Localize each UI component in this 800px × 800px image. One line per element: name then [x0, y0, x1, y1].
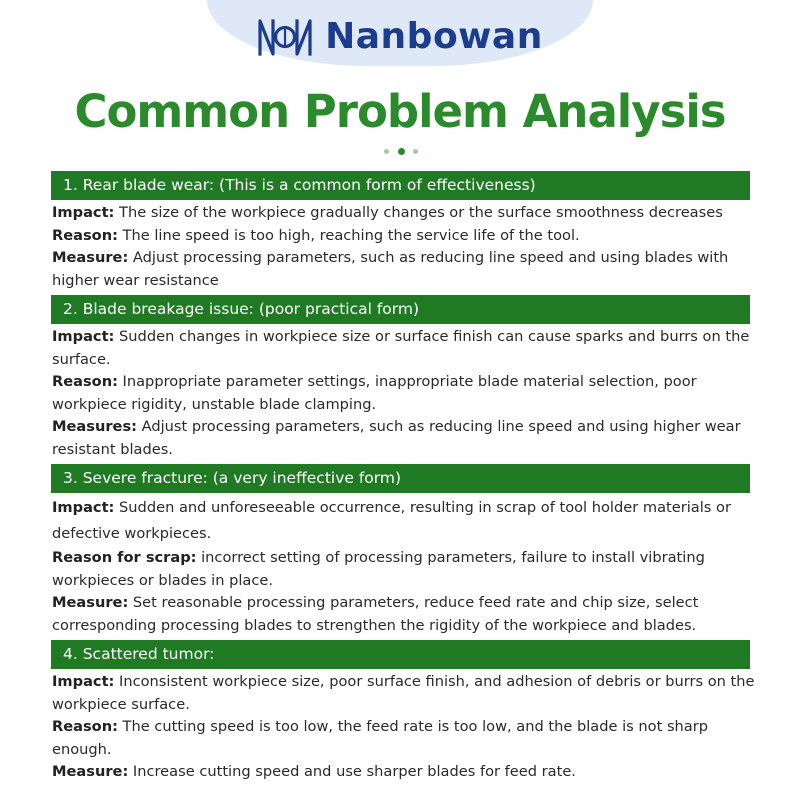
- brand-name: Nanbowan: [325, 16, 543, 57]
- section-body: [52, 324, 764, 464]
- item-text: Increase cutting speed and use sharper blades for feed rate.: [128, 763, 576, 780]
- section-header: 3. Severe fracture: (a very ineffective form): [51, 464, 750, 493]
- item-text: Inappropriate parameter settings, inappropriate blade material selection, poor workpiece rigidity, unstable blade clamping.: [52, 373, 697, 413]
- item-text: Adjust processing parameters, such as reducing line speed and using blades with higher wear resistance: [52, 249, 729, 289]
- page-title: Common Problem Analysis: [74, 85, 726, 138]
- carousel-dot-active: [398, 148, 405, 155]
- impact-item: [52, 671, 764, 716]
- item-label: Impact:: [52, 499, 115, 516]
- item-text: The cutting speed is too low, the feed rate is too low, and the blade is not sharp enough.: [52, 718, 709, 758]
- brand-header: [0, 13, 800, 61]
- item-label: Reason:: [52, 226, 118, 244]
- section-header: 2. Blade breakage issue: (poor practical form): [51, 295, 750, 324]
- carousel-dots: [384, 147, 418, 155]
- impact-item: [52, 495, 764, 547]
- carousel-dot: [413, 149, 418, 154]
- item-label: Impact:: [52, 204, 115, 221]
- section-header: 1. Rear blade wear: (This is a common form of effectiveness): [51, 171, 750, 200]
- item-text: Inconsistent workpiece size, poor surface finish, and adhesion of debris or burrs on the workpiece surface.: [52, 673, 755, 713]
- item-text: Adjust processing parameters, such as reducing line speed and using higher wear resistant blades.: [52, 418, 741, 458]
- item-label: Reason:: [52, 718, 118, 735]
- carousel-dot: [384, 149, 389, 154]
- item-label: Reason for scrap:: [52, 549, 197, 566]
- section-body: [52, 669, 764, 787]
- item-label: Impact:: [52, 328, 115, 345]
- section-body: [52, 200, 764, 295]
- item-label: Reason:: [52, 373, 118, 390]
- item-label: Measure:: [52, 763, 129, 780]
- reason-item: [52, 716, 764, 761]
- reason-item: [52, 371, 764, 416]
- item-text: The line speed is too high, reaching the service life of the tool.: [117, 226, 580, 244]
- reason-item: [52, 547, 764, 592]
- section-header: 4. Scattered tumor:: [51, 640, 750, 669]
- impact-item: [52, 326, 764, 371]
- section-body: [52, 493, 764, 640]
- measure-item: [52, 247, 764, 292]
- item-text: The size of the workpiece gradually changes or the surface smoothness decreases: [114, 204, 723, 221]
- item-text: Sudden changes in workpiece size or surface finish can cause sparks and burrs on the surface.: [52, 328, 750, 368]
- item-text: Sudden and unforeseeable occurrence, resulting in scrap of tool holder materials or defective workpieces.: [52, 499, 731, 542]
- impact-item: [52, 202, 764, 225]
- nanbowan-logo-icon: [257, 17, 313, 57]
- item-label: Impact:: [52, 673, 115, 690]
- item-text: Set reasonable processing parameters, reduce feed rate and chip size, select corresponding processing blades to strengthen the rigidity of the workpiece and blades.: [52, 594, 699, 634]
- reason-item: [52, 225, 764, 248]
- measure-item: [52, 761, 764, 784]
- item-label: Measures:: [52, 418, 137, 435]
- item-text: incorrect setting of processing parameters, failure to install vibrating workpieces or blades in place.: [52, 549, 705, 589]
- measure-item: [52, 416, 764, 461]
- measure-item: [52, 592, 764, 637]
- item-label: Measure:: [52, 249, 129, 266]
- item-label: Measure:: [52, 594, 129, 611]
- problem-sections: [0, 171, 800, 787]
